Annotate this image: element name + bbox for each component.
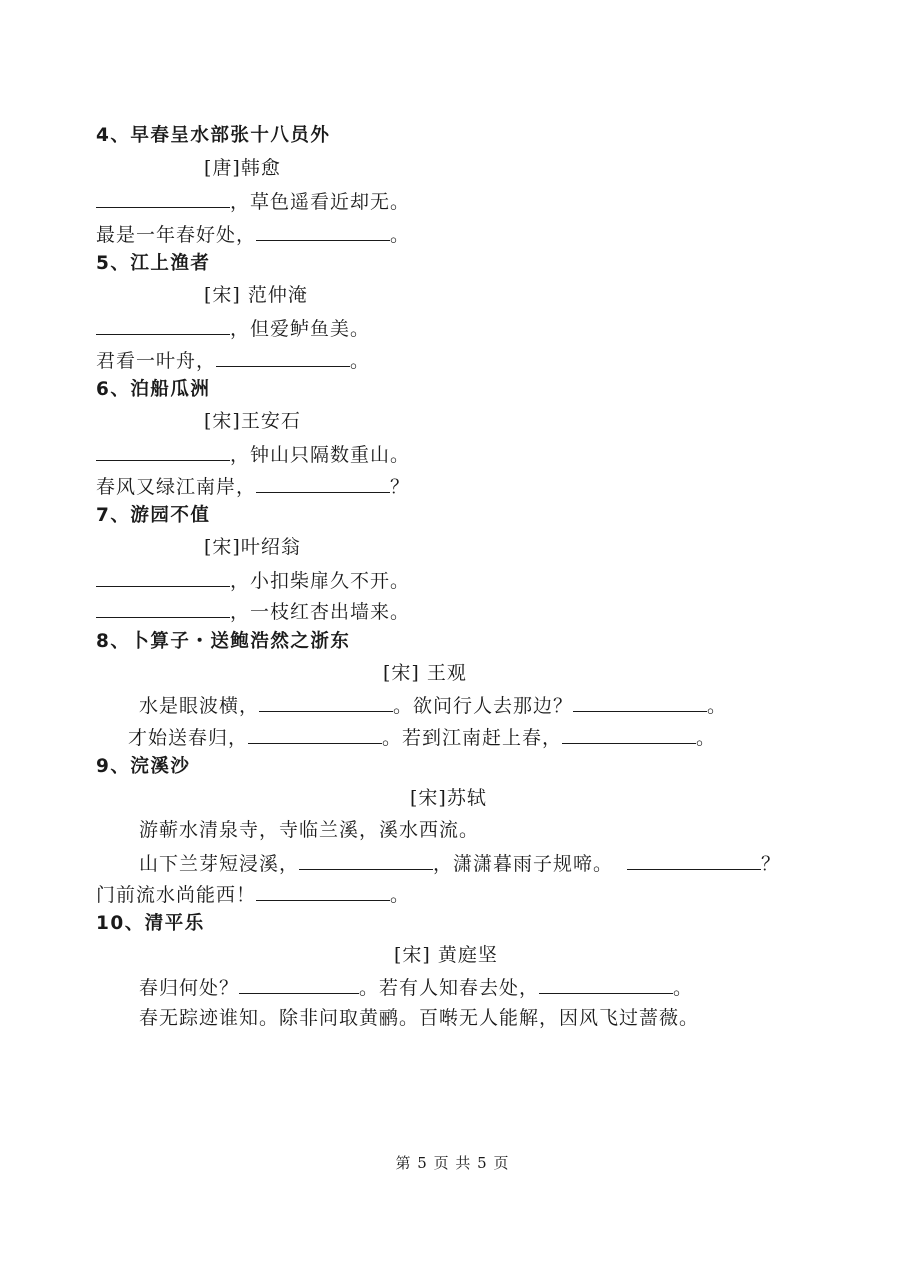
poem-author: [唐]韩愈 <box>204 157 281 179</box>
answer-blank[interactable] <box>248 724 382 744</box>
poem-line: 才始送春归， 。若到江南赶上春， 。 <box>128 724 716 750</box>
poem-title: 8、卜算子・送鲍浩然之浙东 <box>96 631 351 652</box>
answer-blank[interactable] <box>96 598 230 618</box>
answer-blank[interactable] <box>256 221 390 241</box>
poem-closing: 春无踪迹谁知。除非问取黄鹂。百啭无人能解，因风飞过蔷薇。 <box>139 1007 700 1029</box>
poem-line: ，钟山只隔数重山。 <box>96 441 410 467</box>
poem-line: ，小扣柴扉久不开。 <box>96 567 410 593</box>
answer-blank[interactable] <box>216 347 350 367</box>
poem-author: [宋]王安石 <box>204 410 301 432</box>
answer-blank[interactable] <box>627 850 761 870</box>
answer-blank[interactable] <box>539 974 673 994</box>
answer-blank[interactable] <box>573 692 707 712</box>
poem-author: [宋]苏轼 <box>410 787 487 809</box>
answer-blank[interactable] <box>259 692 393 712</box>
answer-blank[interactable] <box>96 188 230 208</box>
poem-line: ，一枝红杏出墙来。 <box>96 598 410 624</box>
poem-title: 9、浣溪沙 <box>96 756 191 777</box>
poem-line: 水是眼波横， 。欲问行人去那边？ 。 <box>139 692 727 718</box>
poem-line: 春风又绿江南岸， ？ <box>96 473 410 499</box>
poem-author: [宋]叶绍翁 <box>204 536 301 558</box>
poem-line: 最是一年春好处， 。 <box>96 221 410 247</box>
poem-title: 7、游园不值 <box>96 505 211 526</box>
poem-title: 6、泊船瓜洲 <box>96 379 211 400</box>
answer-blank[interactable] <box>256 473 390 493</box>
answer-blank[interactable] <box>239 974 359 994</box>
poem-author: [宋] 黄庭坚 <box>394 944 498 966</box>
poem-line: 山下兰芽短浸溪， ，潇潇暮雨子规啼。 ？ <box>139 850 781 876</box>
poem-line: ，但爱鲈鱼美。 <box>96 315 370 341</box>
poem-preface: 游蕲水清泉寺，寺临兰溪，溪水西流。 <box>139 819 480 841</box>
poem-title: 10、清平乐 <box>96 913 205 934</box>
poem-line: ，草色遥看近却无。 <box>96 188 410 214</box>
poem-line: 君看一叶舟， 。 <box>96 347 370 373</box>
answer-blank[interactable] <box>96 315 230 335</box>
answer-blank[interactable] <box>96 567 230 587</box>
answer-blank[interactable] <box>96 441 230 461</box>
answer-blank[interactable] <box>562 724 696 744</box>
answer-blank[interactable] <box>256 881 390 901</box>
poem-line: 春归何处？ 。若有人知春去处， 。 <box>139 974 693 1000</box>
poem-author: [宋] 范仲淹 <box>204 284 308 306</box>
poem-line: 门前流水尚能西！ 。 <box>96 881 410 907</box>
answer-blank[interactable] <box>299 850 433 870</box>
poem-author: [宋] 王观 <box>383 662 467 684</box>
page-number: 第 5 页 共 5 页 <box>395 1154 510 1172</box>
poem-title: 5、江上渔者 <box>96 253 211 274</box>
poem-title: 4、早春呈水部张十八员外 <box>96 125 331 146</box>
